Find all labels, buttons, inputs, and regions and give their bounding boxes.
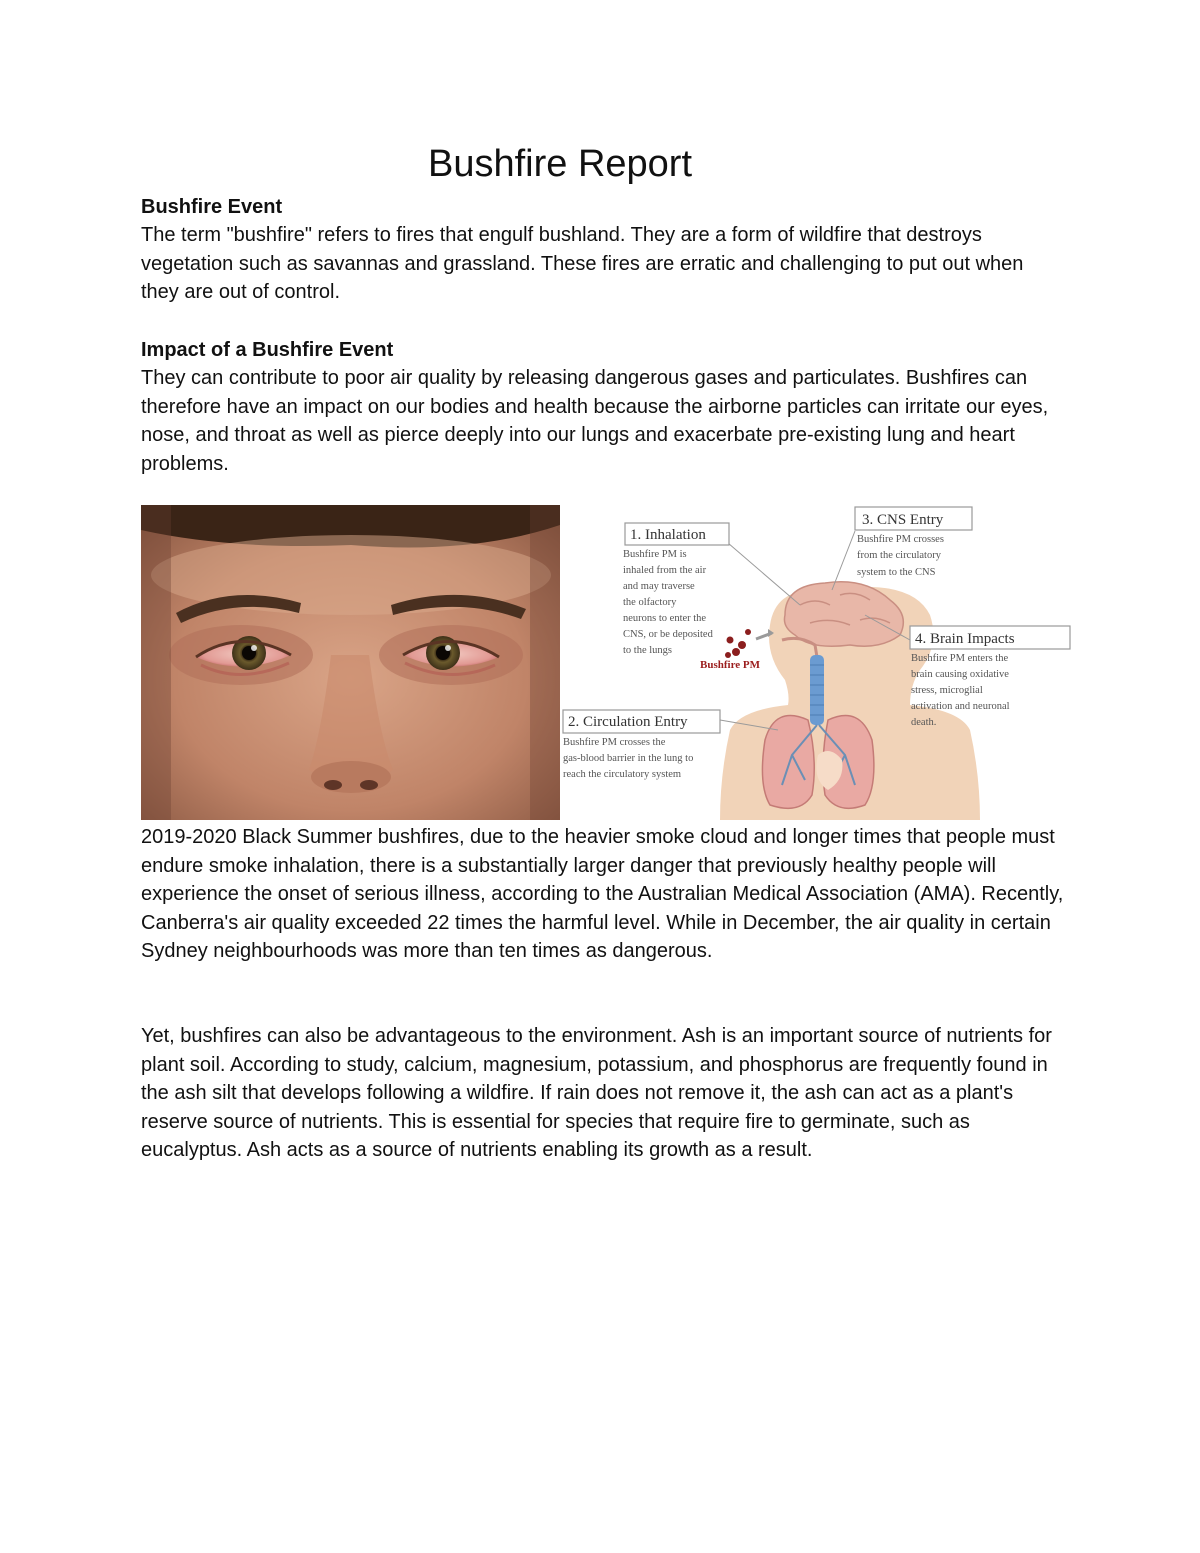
svg-text:and may traverse: and may traverse (623, 581, 695, 592)
paragraph-black-summer: 2019-2020 Black Summer bushfires, due to the heavier smoke cloud and longer times that people must endure smoke inhalation, there is a substantially larger danger that previously healthy people will experience the onset of serious illness, according to the Australian Medical Association (AMA). Recently, Canberra's air quality exceeded 22 times the harmful level. While in December, the air quality in certain Sydney neighbourhoods was more than ten times as dangerous. (141, 826, 1064, 963)
svg-text:the olfactory: the olfactory (623, 597, 677, 608)
paragraph-impact: They can contribute to poor air quality by releasing dangerous gases and particulates. Bushfires can therefore have an impact on our bodies and health because the airborne particles can irritate our eyes, nose, and throat as well as pierce deeply into our lungs and exacerbate pre-existing lung and heart problems. (141, 367, 1049, 475)
svg-text:Bushfire PM enters the: Bushfire PM enters the (911, 653, 1009, 664)
svg-text:from the circulatory: from the circulatory (857, 550, 941, 561)
svg-text:death.: death. (911, 717, 937, 728)
section-heading-bushfire-event: Bushfire Event (141, 196, 283, 218)
svg-text:brain causing oxidative: brain causing oxidative (911, 669, 1009, 680)
section-heading-impact: Impact of a Bushfire Event (141, 339, 394, 361)
svg-text:Bushfire PM crosses the: Bushfire PM crosses the (563, 737, 666, 748)
box1-title: 1. Inhalation (630, 527, 706, 543)
paragraph-bushfire-event: The term "bushfire" refers to fires that engulf bushland. They are a form of wildfire that destroys vegetation such as savannas and grassland. These fires are erratic and challenging to put out when they are out of control. (141, 224, 1024, 304)
pm-label: Bushfire PM (700, 659, 760, 671)
svg-text:neurons to enter the: neurons to enter the (623, 613, 707, 624)
box2-title: 2. Circulation Entry (568, 714, 688, 730)
document-title: Bushfire Report (427, 143, 692, 185)
svg-text:Bushfire PM crosses: Bushfire PM crosses (857, 534, 944, 545)
svg-text:gas-blood barrier in the lung: gas-blood barrier in the lung to (563, 753, 694, 764)
bushfire-pm-pathway-diagram (560, 505, 1080, 820)
paragraph-benefits: Yet, bushfires can also be advantageous to the environment. Ash is an important source of nutrients for plant soil. According to study, calcium, magnesium, potassium, and phosphorus are frequently found in the ash silt that develops following a wildfire. If rain does not remove it, the ash can act as a plant's reserve source of nutrients. This is essential for species that require fire to germinate, such as eucalyptus. Ash acts as a source of nutrients enabling its growth as a result. (141, 1025, 1052, 1162)
red-eyes-photo (141, 505, 560, 820)
svg-text:to the lungs: to the lungs (623, 645, 672, 656)
svg-text:activation and neuronal: activation and neuronal (911, 701, 1010, 712)
box1-text (623, 549, 714, 656)
svg-text:stress, microglial: stress, microglial (911, 685, 983, 696)
svg-text:reach the circulatory system: reach the circulatory system (563, 769, 682, 780)
box2-text (563, 737, 693, 780)
box3-text (857, 534, 944, 578)
box4-title: 4. Brain Impacts (915, 631, 1015, 647)
svg-text:Bushfire PM is: Bushfire PM is (623, 549, 687, 560)
svg-text:system to the CNS: system to the CNS (857, 567, 936, 578)
box3-title: 3. CNS Entry (862, 512, 944, 528)
svg-text:inhaled from the air: inhaled from the air (623, 565, 707, 576)
box4-text (911, 653, 1010, 728)
svg-text:CNS, or be deposited: CNS, or be deposited (623, 629, 713, 640)
